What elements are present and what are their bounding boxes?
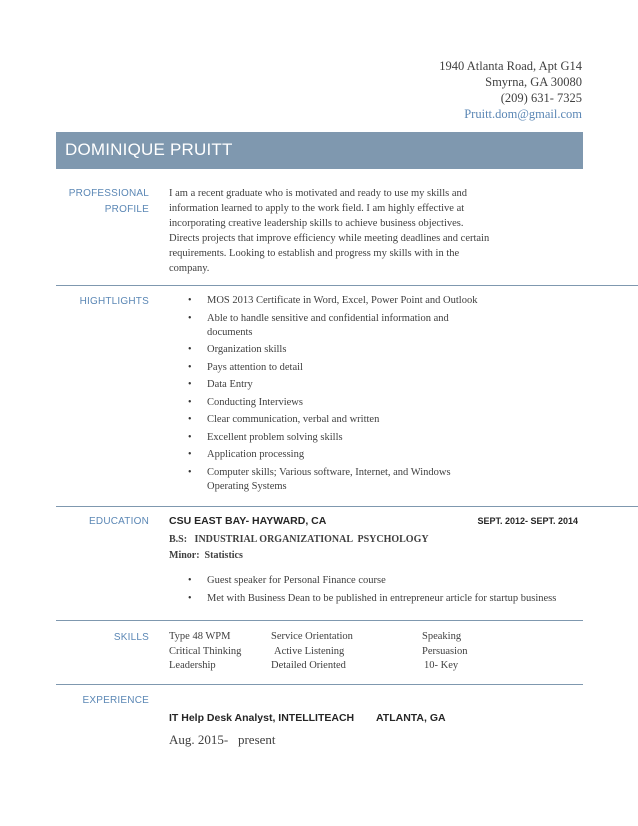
job-title: IT Help Desk Analyst, INTELLITEACH <box>169 712 355 724</box>
skill-item: Persuasion <box>422 645 468 657</box>
section-divider <box>56 684 583 685</box>
list-item: • Pays attention to detail <box>169 361 489 375</box>
list-item: • Conducting Interviews <box>169 396 489 410</box>
profile-text <box>169 186 489 276</box>
section-label-profile: PROFESSIONAL PROFILE <box>68 188 149 215</box>
skills-column-3 <box>422 630 468 674</box>
email-link[interactable]: Pruitt.dom@gmail.com <box>464 107 582 121</box>
name-banner <box>56 132 583 169</box>
list-item: • Clear communication, verbal and written <box>169 413 489 427</box>
list-item: • Guest speaker for Personal Finance course <box>169 574 609 588</box>
skill-item: Service Orientation <box>271 631 353 642</box>
address-line2: Smyrna, GA 30080 <box>485 75 582 89</box>
address-line1: 1940 Atlanta Road, Apt G14 <box>439 59 582 73</box>
highlights-list <box>169 294 489 497</box>
section-divider <box>56 506 638 507</box>
section-divider <box>56 620 583 621</box>
education-dates: SEPT. 2012- SEPT. 2014 <box>477 516 578 526</box>
skill-item: Type 48 WPM <box>169 631 231 642</box>
contact-block <box>439 58 582 122</box>
section-label-highlights: HIGHTLIGHTS <box>79 296 149 307</box>
job-location: ATLANTA, GA <box>376 712 446 724</box>
section-label-education: EDUCATION <box>89 516 149 527</box>
education-list <box>169 574 609 609</box>
skill-item: Active Listening <box>274 645 345 657</box>
skills-column-1 <box>169 630 241 674</box>
profile-line: I am a recent graduate who is motivated and ready to use my skills and <box>169 188 467 199</box>
list-item: • Able to handle sensitive and confidential information and documents <box>169 312 469 340</box>
job-dates: Aug. 2015- present <box>169 732 276 747</box>
minor: Minor: Statistics <box>169 550 243 561</box>
list-item: • Application processing <box>169 448 489 462</box>
list-item: • MOS 2013 Certificate in Word, Excel, Power Point and Outlook <box>169 294 489 308</box>
section-label-skills: SKILLS <box>113 632 149 643</box>
skill-item: Speaking <box>422 631 462 642</box>
degree: B.S: INDUSTRIAL ORGANIZATIONAL PSYCHOLOGY <box>169 534 429 545</box>
list-item: • Organization skills <box>169 343 489 357</box>
profile-line: incorporating creative leadership skills to achieve business objectives. <box>169 218 464 229</box>
list-item: • Computer skills; Various software, Internet, and Windows Operating Systems <box>169 466 469 494</box>
skills-column-2 <box>271 630 353 674</box>
section-label-experience: EXPERIENCE <box>82 695 149 706</box>
section-divider <box>56 285 638 286</box>
profile-line: requirements. Looking to establish and progress my skills with in the <box>169 248 460 259</box>
phone: (209) 631- 7325 <box>500 91 582 105</box>
profile-line: company. <box>169 263 210 274</box>
profile-line: Directs projects that improve efficiency while meeting deadlines and certain <box>169 233 490 244</box>
list-item: • Excellent problem solving skills <box>169 431 489 445</box>
list-item: • Met with Business Dean to be published in entrepreneur article for startup business <box>169 592 609 606</box>
school-name: CSU EAST BAY- HAYWARD, CA <box>169 515 327 527</box>
skill-item: Detailed Oriented <box>271 660 346 671</box>
candidate-name: DOMINIQUE PRUITT <box>65 140 233 159</box>
skill-item: Critical Thinking <box>169 645 242 657</box>
skill-item: Leadership <box>169 660 216 671</box>
profile-line: information learned to apply to the work field. I am highly effective at <box>169 203 465 214</box>
list-item: • Data Entry <box>169 378 489 392</box>
skill-item: 10- Key <box>424 660 459 671</box>
